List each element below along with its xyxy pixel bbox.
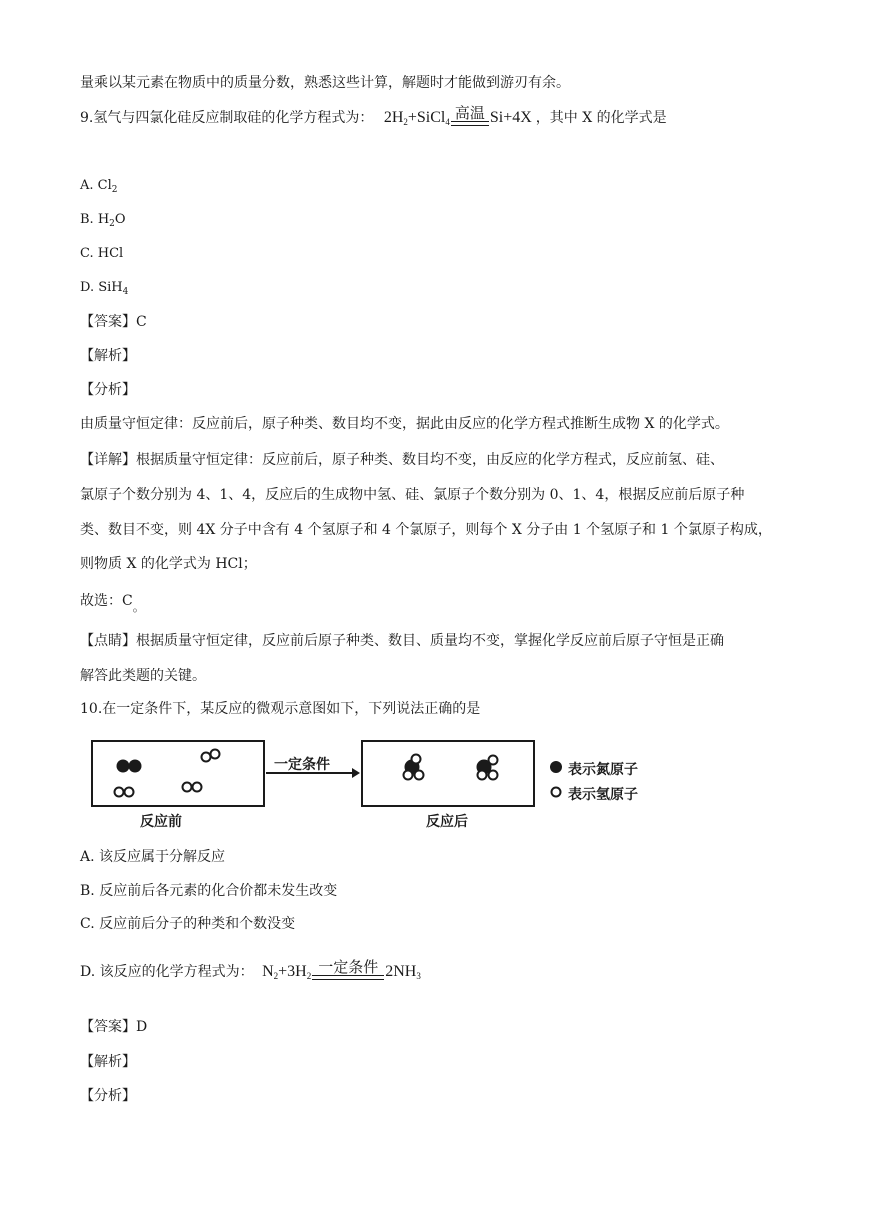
q9-answer: 【答案】C xyxy=(80,314,147,330)
after-nh3a-h2 xyxy=(404,771,413,780)
before-n2-atom-1 xyxy=(117,760,130,773)
q9-eq-plus: +SiCl xyxy=(407,109,446,126)
q9-option-c: C. HCl xyxy=(80,246,124,261)
q9-eq-left-sub: 2 xyxy=(403,117,408,127)
before-h2a-atom-2 xyxy=(211,750,220,759)
q10-condition-arrow xyxy=(312,959,384,980)
legend-h-atom xyxy=(552,788,561,797)
q10-stem: 10.在一定条件下，某反应的微观示意图如下，下列说法正确的是 xyxy=(80,701,481,717)
q10-condition: 一定条件 xyxy=(318,958,379,976)
q9-fenxi-header: 【分析】 xyxy=(80,382,136,398)
after-nh3b-h2 xyxy=(478,771,487,780)
q9-eq-right: Si+4X xyxy=(489,109,532,126)
q10-option-c: C. 反应前后分子的种类和个数没变 xyxy=(80,916,296,932)
after-nh3b-h3 xyxy=(489,771,498,780)
q9-detail-4: 则物质 X 的化学式为 HCl； xyxy=(80,556,257,572)
q9-stem-prefix: 9.氢气与四氯化硅反应制取硅的化学方程式为： xyxy=(80,110,374,126)
q9-stem-suffix: ，其中 X 的化学式是 xyxy=(535,110,667,126)
q10-analysis-header: 【解析】 xyxy=(80,1054,136,1070)
intro-line: 量乘以某元素在物质中的质量分数，熟悉这些计算，解题时才能做到游刃有余。 xyxy=(80,75,570,91)
q9-option-b: B. $H_2O$ xyxy=(80,212,126,229)
q9-option-d: D. SiH$_4$ xyxy=(80,280,129,297)
legend-h-label: 表示氢原子 xyxy=(568,787,638,803)
q9-detail-3: 类、数目不变，则 4X 分子中含有 4 个氢原子和 4 个氯原子，则每个 X 分子由 1 个氢原子和 1 个氯原子构成， xyxy=(80,522,772,538)
after-nh3b-h1 xyxy=(489,756,498,765)
reaction-diagram xyxy=(90,735,660,835)
diagram-before-label: 反应前 xyxy=(140,814,182,830)
before-h2b-atom-1 xyxy=(183,783,192,792)
q9-analysis-header: 【解析】 xyxy=(80,348,136,364)
q9-condition-arrow xyxy=(451,105,489,126)
q9-tip-2: 解答此类题的关键。 xyxy=(80,668,206,684)
after-nh3a-h3 xyxy=(415,771,424,780)
q9-stem xyxy=(80,104,667,132)
q9-fenxi-text: 由质量守恒定律：反应前后，原子种类、数目均不变，据此由反应的化学方程式推断生成物 X 的化学式。 xyxy=(80,416,729,432)
legend-n-atom xyxy=(550,761,562,773)
q9-choose: 故选：C。 xyxy=(80,593,145,614)
q10-option-a: A. 该反应属于分解反应 xyxy=(80,849,226,865)
diagram-condition-label: 一定条件 xyxy=(274,757,330,773)
before-h2b-atom-2 xyxy=(193,783,202,792)
before-h2c-atom-1 xyxy=(115,788,124,797)
q9-eq-left: 2H xyxy=(383,109,404,126)
q9-eq-plus-sub: 4 xyxy=(445,117,450,127)
diagram-after-label: 反应后 xyxy=(426,814,468,830)
before-h2a-atom-1 xyxy=(202,753,211,762)
reaction-arrow-head xyxy=(352,768,360,778)
q10-option-d-prefix: D. 该反应的化学方程式为： xyxy=(80,964,254,980)
q9-condition: 高温 xyxy=(454,104,485,122)
q9-detail-1: 【详解】根据质量守恒定律：反应前后，原子种类、数目均不变，由反应的化学方程式，反应前氢、硅、 xyxy=(80,452,724,468)
q9-option-a: A. $Cl_2$ xyxy=(80,178,118,195)
q10-option-b: B. 反应前后各元素的化合价都未发生改变 xyxy=(80,883,338,899)
after-box xyxy=(362,741,534,806)
q10-equation: $N_2+3H_2$ 一定条件 $2NH_3$ xyxy=(262,958,421,981)
q9-tip-1: 【点睛】根据质量守恒定律，反应前后原子种类、数目、质量均不变，掌握化学反应前后原子守恒是正确 xyxy=(80,633,724,649)
before-n2-atom-2 xyxy=(129,760,142,773)
before-h2c-atom-2 xyxy=(125,788,134,797)
q10-answer: 【答案】D xyxy=(80,1019,148,1035)
q9-equation xyxy=(383,104,536,127)
q10-option-d xyxy=(80,958,421,986)
legend-n-label: 表示氮原子 xyxy=(568,762,638,778)
q10-fenxi-header: 【分析】 xyxy=(80,1088,136,1104)
q9-detail-2: 氯原子个数分别为 4、1、4，反应后的生成物中氢、硅、氯原子个数分别为 0、1、4，根据反应前后原子种 xyxy=(80,487,745,503)
after-nh3a-h1 xyxy=(412,755,421,764)
